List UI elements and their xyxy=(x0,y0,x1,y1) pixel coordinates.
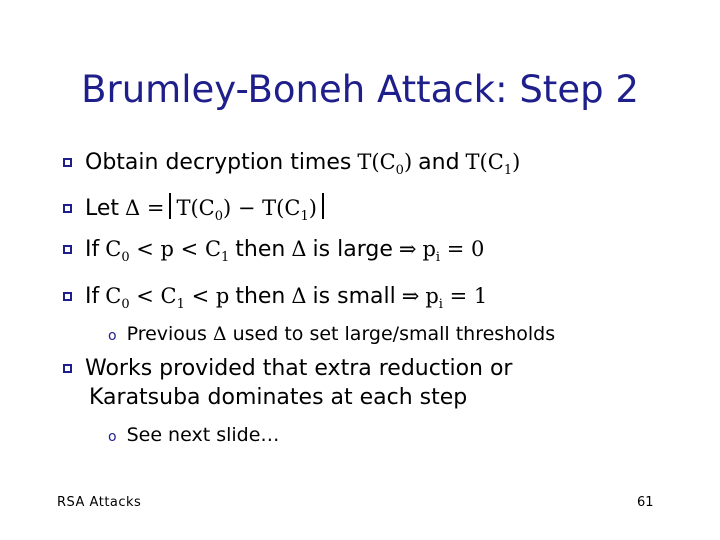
math-delta: Δ xyxy=(212,323,227,345)
math-t-c0: $T(C_0)$ xyxy=(357,150,413,179)
math-t-c1: $T(C_1)$ xyxy=(465,150,521,179)
sub-text: See next slide… xyxy=(126,424,280,446)
bullet-text-line1: Works provided that extra reduction or xyxy=(85,356,513,381)
square-bullet-icon xyxy=(63,158,72,167)
sub-text-pre: Previous xyxy=(126,323,207,345)
math-abs-diff: $T(C_0) - T(C_1)$ xyxy=(176,196,317,225)
circle-bullet-icon: o xyxy=(108,429,117,445)
math-pi-eq: $p_i = 1$ xyxy=(425,284,488,313)
sub-bullet-previous-delta xyxy=(108,323,555,345)
implies-icon: ⇒ xyxy=(398,237,417,261)
bullet-then: then xyxy=(235,284,286,309)
bullet-is-small: is small xyxy=(312,284,396,309)
bullet-if: If xyxy=(85,237,100,262)
implies-icon: ⇒ xyxy=(401,284,420,308)
abs-bar-right xyxy=(322,193,324,219)
math-delta: Δ xyxy=(291,284,307,308)
bullet-let: Let xyxy=(85,196,120,221)
bullet-if-small xyxy=(63,284,487,312)
bullet-is-large: is large xyxy=(312,237,393,262)
slide-title: Brumley-Boneh Attack: Step 2 xyxy=(81,68,639,111)
circle-bullet-icon: o xyxy=(108,328,117,344)
bullet-obtain-times xyxy=(63,150,520,178)
bullet-and: and xyxy=(418,150,460,175)
footer-title: RSA Attacks xyxy=(57,495,142,510)
bullet-text-line2: Karatsuba dominates at each step xyxy=(89,385,468,410)
sub-bullet-next-slide xyxy=(108,424,279,446)
abs-bar-left xyxy=(169,193,171,219)
square-bullet-icon xyxy=(63,245,72,254)
square-bullet-icon xyxy=(63,364,72,373)
square-bullet-icon xyxy=(63,204,72,213)
bullet-if-large xyxy=(63,237,484,265)
math-delta-eq: Δ = xyxy=(125,196,165,220)
bullet-let-delta xyxy=(63,189,329,224)
math-condition: $C_0 < p < C_1$ xyxy=(105,237,230,266)
bullet-then: then xyxy=(235,237,286,262)
math-delta: Δ xyxy=(291,237,307,261)
page-number: 61 xyxy=(637,495,654,510)
square-bullet-icon xyxy=(63,292,72,301)
math-condition: $C_0 < C_1 < p$ xyxy=(105,284,230,313)
bullet-text: Obtain decryption times xyxy=(85,150,352,175)
sub-text-post: used to set large/small thresholds xyxy=(232,323,556,345)
bullet-works-provided xyxy=(63,356,512,410)
math-pi-eq: $p_i = 0$ xyxy=(422,237,485,266)
bullet-if: If xyxy=(85,284,100,309)
